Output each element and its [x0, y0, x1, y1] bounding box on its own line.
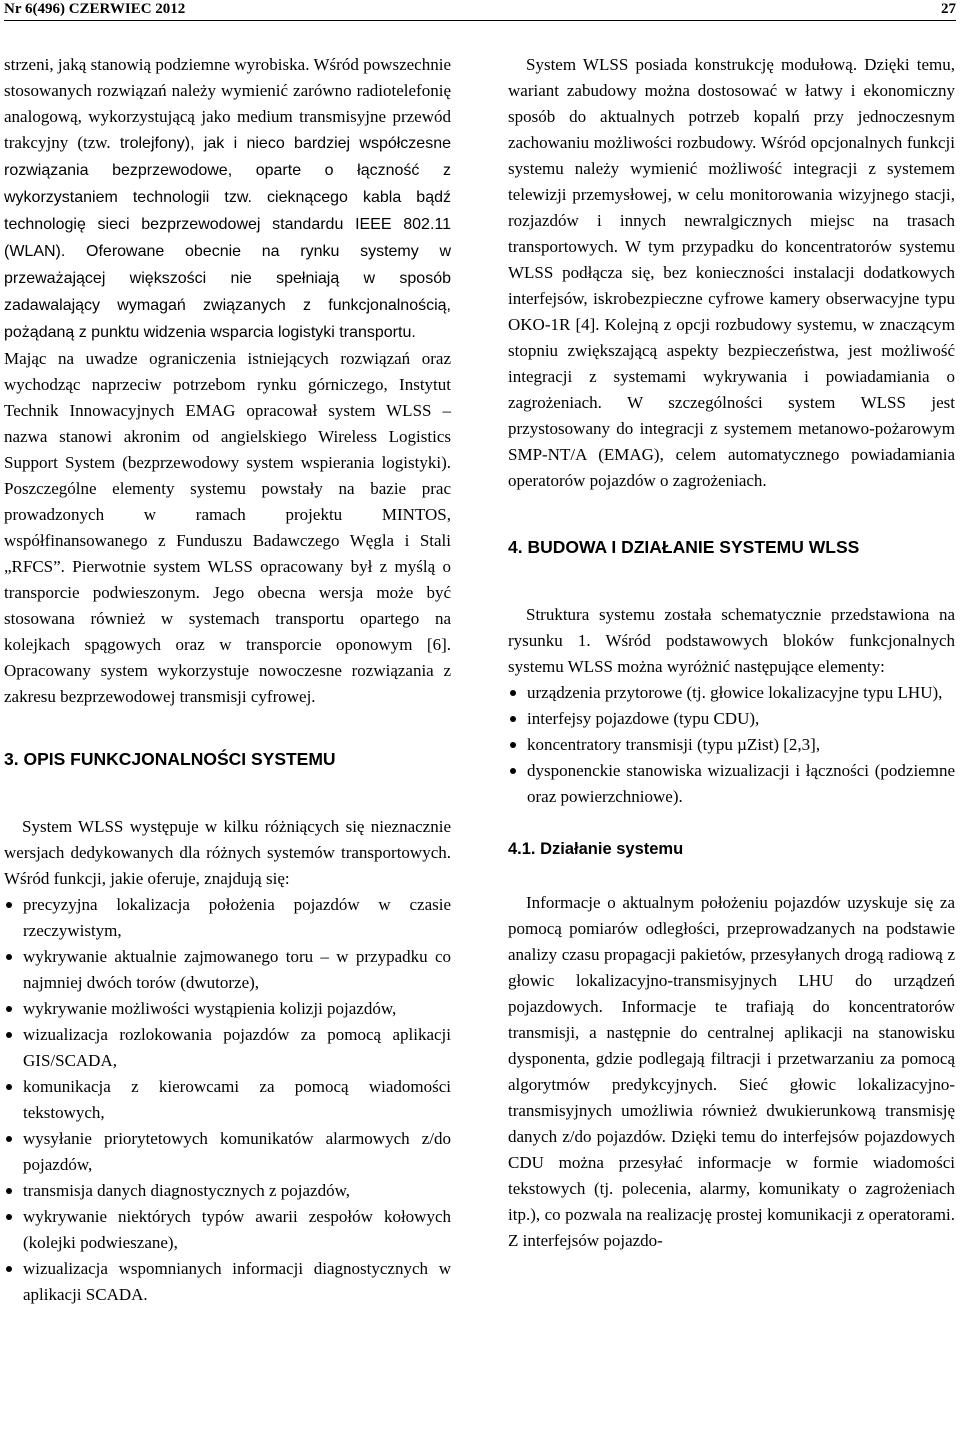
section-4-1-heading: 4.1. Działanie systemu [508, 840, 684, 858]
list-item: wykrywanie możliwości wystąpienia kolizji pojazdów, [4, 996, 451, 1022]
section-4-heading: 4. BUDOWA I DZIAŁANIE SYSTEMU WLSS [508, 537, 860, 557]
list-item: urządzenia przytorowe (tj. głowice lokalizacyjne typu LHU), [508, 680, 955, 706]
intro-paragraph [4, 52, 451, 346]
bullet-icon [510, 768, 516, 774]
left-column [4, 52, 451, 1308]
list-item: wysyłanie priorytetowych komunikatów alarmowych z/do pojazdów, [4, 1126, 451, 1178]
paragraph-wlss-origin: Mając na uwadze ograniczenia istniejących rozwiązań oraz wychodząc naprzeciw potrzebom rynku górniczego, Instytut Technik Innowacyjnych EMAG opracował system WLSS – nazwa stanowi akronim od angielskiego Wireless Logistics Support System (bezprzewodowy system wspierania logistyki). Poszczególne elementy systemu powstały na bazie prac prowadzonych w ramach projektu MINTOS, współfinansowanego z Funduszu Badawczego Węgla i Stali „RFCS”. Pierwotnie system WLSS opracowany był z myślą o transporcie podwieszonym. Jego obecna wersja może być stosowana również w systemach transportu opartego na kolejkach spągowych oraz w transporcie oponowym [6]. Opracowany system wykorzystuje nowoczesne rozwiązania z zakresu bezprzewodowej transmisji cyfrowej. [4, 349, 451, 706]
bullet-icon [6, 954, 12, 960]
elements-list [508, 680, 955, 810]
list-item: precyzyjna lokalizacja położenia pojazdów w czasie rzeczywistym, [4, 892, 451, 944]
bullet-icon [510, 742, 516, 748]
section-4-paragraph: Struktura systemu została schematycznie przedstawiona na rysunku 1. Wśród podstawowych bloków funkcjonalnych systemu WLSS można wyróżnić następujące elementy: [508, 605, 955, 676]
page-header [4, 0, 956, 21]
list-item: wizualizacja wspomnianych informacji diagnostycznych w aplikacji SCADA. [4, 1256, 451, 1308]
functions-list [4, 892, 451, 1308]
bullet-icon [6, 1188, 12, 1194]
list-item: transmisja danych diagnostycznych z pojazdów, [4, 1178, 451, 1204]
intro-text-sans: trolejfony), jak i nieco bardziej współczesne rozwiązania bezprzewodowe, oparte o łączność z wykorzystaniem technologii tzw. cieknącego kabla bądź technologię sieci bezprzewodowej standardu IEEE 802.11 (WLAN). Oferowane obecnie na rynku systemy w przeważającej większości nie spełniają w sposób zadawalający wymagań związanych z funkcjonalnością, pożądaną z punktu widzenia wsparcia logistyki transportu. [4, 135, 451, 341]
bullet-icon [6, 1084, 12, 1090]
section-3-paragraph: System WLSS występuje w kilku różniących się nieznacznie wersjach dedykowanych dla różnych systemów transportowych. Wśród funkcji, jakie oferuje, znajdują się: [4, 817, 451, 888]
list-item: dysponenckie stanowiska wizualizacji i łączności (podziemne oraz powierzchniowe). [508, 758, 955, 810]
section-4-1-paragraph: Informacje o aktualnym położeniu pojazdów uzyskuje się za pomocą pomiarów odległości, przeprowadzanych na podstawie analizy czasu propagacji pakietów, przesyłanych drogą radiową z głowic lokalizacyjno-transmisyjnych LHU do urządzeń pojazdowych. Informacje te trafiają do koncentratorów transmisji, a następnie do centralnej aplikacji na stanowisku dysponenta, gdzie podlegają filtracji i przetwarzaniu za pomocą algorytmów predykcyjnych. Sieć głowic lokalizacyjno-transmisyjnych umożliwia również dwukierunkową transmisję danych z/do pojazdów. Dzięki temu do interfejsów pojazdowych CDU można przesyłać informacje w formie wiadomości tekstowych (tj. polecenia, alarmy, komunikaty o zagrożeniach itp.), co pozwala na realizację prostej komunikacji z operatorami. Z interfejsów pojazdo- [508, 893, 955, 1250]
section-3-heading: 3. OPIS FUNKCJONALNOŚCI SYSTEMU [4, 749, 336, 769]
bullet-icon [510, 690, 516, 696]
page-number: 27 [941, 1, 956, 17]
bullet-icon [6, 902, 12, 908]
journal-issue: Nr 6(496) CZERWIEC 2012 [4, 1, 186, 17]
list-item: wykrywanie aktualnie zajmowanego toru – w przypadku co najmniej dwóch torów (dwutorze), [4, 944, 451, 996]
paragraph-modular-design: System WLSS posiada konstrukcję modułową. Dzięki temu, wariant zabudowy można dostosować w łatwy i ekonomiczny sposób do aktualnych potrzeb kopalń przy jednoczesnym zachowaniu możliwości rozbudowy. Wśród opcjonalnych funkcji systemu należy wymienić możliwość integracji z systemem telewizji przemysłowej, w celu monitorowania wizyjnego stacji, rozjazdów i innych newralgicznych miejsc na trasach transportowych. W tym przypadku do koncentratorów systemu WLSS podłącza się, bez konieczności instalacji dodatkowych interfejsów, iskrobezpieczne cyfrowe kamery obserwacyjne typu OKO-1R [4]. Kolejną z opcji rozbudowy systemu, w znaczącym stopniu zwiększającą aspekty bezpieczeństwa, jest możliwość integracji z systemami wykrywania i powiadamiania o zagrożeniach. W szczególności system WLSS jest przystosowany do integracji z systemem metanowo-pożarowym SMP-NT/A (EMAG), celem automatycznego powiadamiania operatorów pojazdów o zagrożeniach. [508, 55, 955, 490]
list-item: komunikacja z kierowcami za pomocą wiadomości tekstowych, [4, 1074, 451, 1126]
right-column [508, 52, 955, 1254]
bullet-icon [6, 1214, 12, 1220]
list-item: interfejsy pojazdowe (typu CDU), [508, 706, 955, 732]
bullet-icon [510, 716, 516, 722]
bullet-icon [6, 1136, 12, 1142]
bullet-icon [6, 1006, 12, 1012]
bullet-icon [6, 1032, 12, 1038]
list-item: koncentratory transmisji (typu µZist) [2,3], [508, 732, 955, 758]
list-item: wizualizacja rozlokowania pojazdów za pomocą aplikacji GIS/SCADA, [4, 1022, 451, 1074]
list-item: wykrywanie niektórych typów awarii zespołów kołowych (kolejki podwieszane), [4, 1204, 451, 1256]
intro-text-serif: strzeni, jaką stanowią podziemne wyrobiska. Wśród powszechnie stosowanych rozwiązań należy wymienić zarówno radiotelefonię analogową, wykorzystującą jako medium transmisyjne przewód trakcyjny (tzw. [4, 55, 451, 152]
bullet-icon [6, 1266, 12, 1272]
